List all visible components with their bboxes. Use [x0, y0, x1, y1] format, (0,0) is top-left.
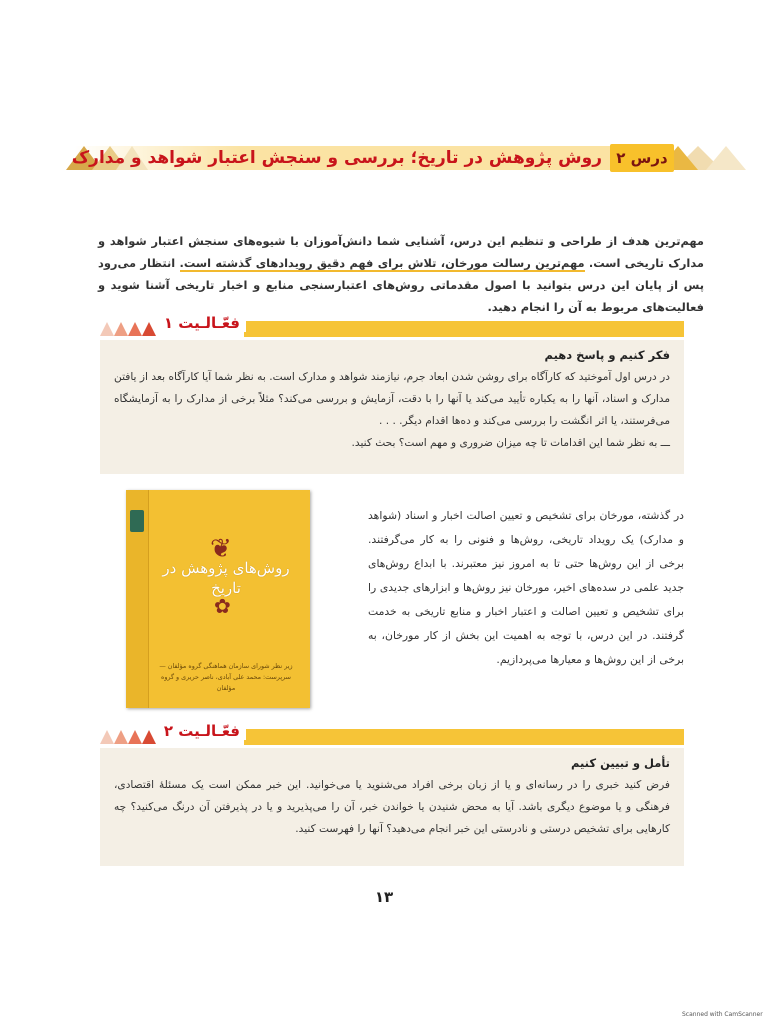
- activity-2-bar: [244, 729, 684, 745]
- lesson-number-badge: درس ۲: [610, 144, 674, 172]
- activity-2-banner: [100, 722, 684, 748]
- header-triangle-right-3: [706, 146, 746, 170]
- book-spine: [126, 490, 149, 708]
- intro-text-1: مهم‌ترین هدف از طراحی و تنظیم این درس، آشنایی شما دانش‌آموزان با شیوه‌های سنجش اعتبار شواهد و مدارک تاریخی است.: [98, 234, 704, 270]
- intro-paragraph: [98, 230, 704, 318]
- scanner-watermark: Scanned with CamScanner: [682, 1011, 763, 1018]
- page-number: ۱۳: [374, 888, 394, 906]
- intro-text-2: انتظار می‌رود پس از پایان این درس بتوانید با اصول مقدماتی روش‌های اعتبارسنجی منابع و اخبار تاریخی آشنا شوید و فعالیت‌های مربوط به آن را انجام دهید.: [98, 256, 704, 314]
- activity-1-text: در درس اول آموختید که کارآگاه برای روشن شدن ابعاد جرم، نیازمند شواهد و مدارک است. به نظر شما آیا کارآگاه بعد از یافتن مدارک و اسناد، آنها را به یکباره تأیید می‌کند یا آنها را با دقت، آزمایش و بررسی می‌کند؟ مثلاً برخی از مدارک را به آزمایشگاه می‌فرستند، یا اثر انگشت را بررسی می‌کند و ده‌ها اقدام دیگر. . . .: [114, 371, 670, 427]
- intro-highlight: مهم‌ترین رسالت مورخان، تلاش برای فهم دقیق رویدادهای گذشته است.: [179, 256, 585, 270]
- activity-1-banner: [100, 314, 684, 340]
- activity-2-label: فعّـالـیت ۲: [158, 722, 246, 740]
- lesson-header: [66, 142, 756, 174]
- activity-2-box: [100, 748, 684, 866]
- activity-1-question: ـــ به نظر شما این اقدامات تا چه میزان ضروری و مهم است؟ بحث کنید.: [351, 437, 670, 449]
- activity-1-box: [100, 340, 684, 474]
- book-title: روش‌های پژوهش در تاریخ: [162, 559, 290, 597]
- activity-2-triangles: [100, 730, 156, 744]
- activity-1-heading: فکر کنیم و پاسخ دهیم: [544, 348, 670, 362]
- book-authors: زیر نظر شورای سازمان هماهنگی گروه مؤلفان — سرپرست: محمد علی آبادی، ناصر حریری و گروه مؤلفان: [159, 662, 293, 692]
- activity-1-label: فعّـالـیت ۱: [158, 314, 246, 332]
- activity-2-text: فرض کنید خبری را در رسانه‌ای و یا از زبان برخی افراد می‌شنوید یا می‌خوانید. این خبر ممکن است یک مسئلهٔ اقتصادی، فرهنگی و یا موضوع دیگری باشد. آیا به محض شنیدن یا خواندن خبر، آن را می‌پذیرید و یا در پذیرفتن آن درنگ می‌کنید؟ چه کارهایی برای تشخیص درستی و نادرستی این خبر انجام می‌دهید؟ آنها را فهرست کنید.: [114, 779, 670, 835]
- book-logo-icon: [130, 510, 144, 532]
- historians-paragraph: در گذشته، مورخان برای تشخیص و تعیین اصالت اخبار و اسناد (شواهد و مدارک) یک رویداد تاریخی، روش‌ها و فنونی را به کار می‌گرفتند. برخی از این روش‌ها حتی تا به امروز نیز معتبرند. با ابداع روش‌های جدید علمی در سده‌های اخیر، مورخان نیز روش‌ها و ابزارهای جدیدی را برای تشخیص و تعیین اصالت و اعتبار اخبار و منابع تاریخی به خدمت گرفتند. در این درس، با توجه به اهمیت این بخش از کار مورخان، به برخی از این روش‌ها و معیارها می‌پردازیم.: [368, 509, 684, 666]
- book-ornament-icon: ❦: [210, 534, 232, 564]
- activity-1-triangles: [100, 322, 156, 336]
- book-ornament-bottom-icon: ✿: [214, 594, 231, 618]
- activity-1-bar: [244, 321, 684, 337]
- activity-2-heading: تأمل و تبیین کنیم: [570, 756, 670, 770]
- book-cover-image: [126, 490, 310, 708]
- lesson-title: روش پژوهش در تاریخ؛ بررسی و سنجش اعتبار شواهد و مدارک: [71, 148, 602, 168]
